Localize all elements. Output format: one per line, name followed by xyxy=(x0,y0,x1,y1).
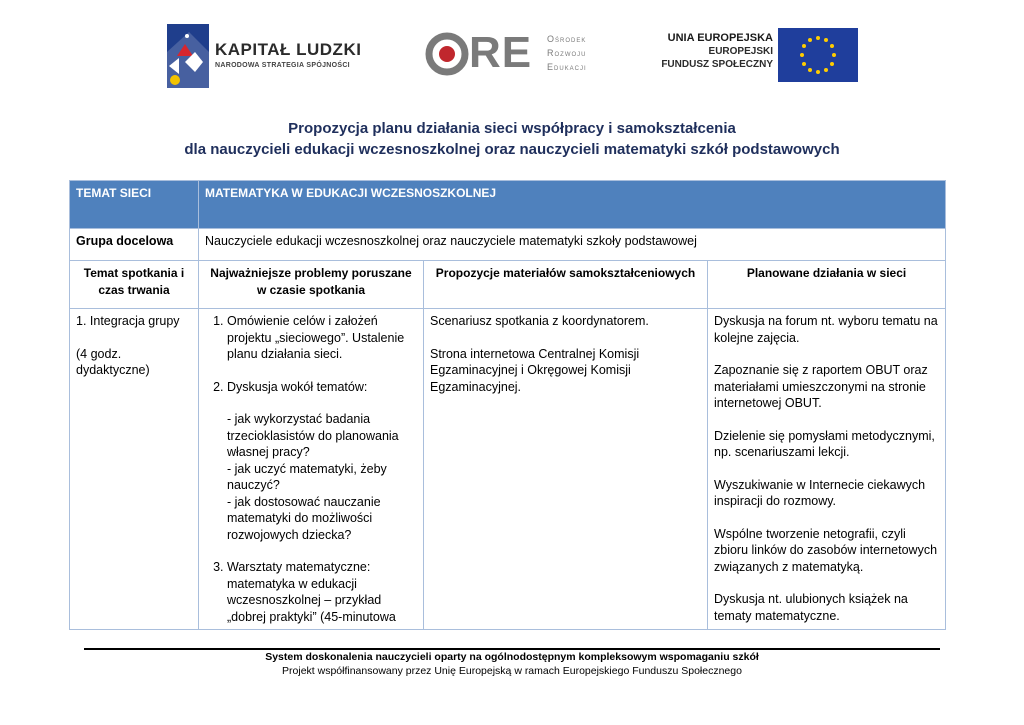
action-item: Dyskusja nt. ulubionych książek na tematy matematyczne. xyxy=(714,592,908,623)
document-title-line-1: Propozycja planu działania sieci współpracy i samokształcenia xyxy=(288,120,736,137)
plan-table xyxy=(69,180,946,630)
kapital-ludzki-title: KAPITAŁ LUDZKI xyxy=(215,40,362,59)
topic-cell xyxy=(70,309,199,630)
column-header-actions: Planowane działania w sieci xyxy=(708,261,946,309)
problems-cell xyxy=(199,309,424,630)
column-header-materials: Propozycje materiałów samokształceniowych xyxy=(424,261,708,309)
eu-text xyxy=(655,32,773,71)
eu-flag-icon xyxy=(778,28,858,82)
problem-subitem-2: - jak uczyć matematyki, żeby nauczyć? xyxy=(227,461,387,492)
ore-name-line-1: Ośrodek xyxy=(547,34,587,44)
problem-subitem-3: - jak dostosować nauczanie matematyki do możliwości rozwojowych dziecka? xyxy=(227,494,381,542)
column-headers-row xyxy=(70,261,946,309)
action-item: Dyskusja na forum nt. wyboru tematu na kolejne zajęcia. xyxy=(714,314,938,345)
meeting-topic: 1. Integracja grupy xyxy=(76,314,180,328)
action-item: Zapoznanie się z raportem OBUT oraz materiałami umieszczonymi na stronie internetowej OBUT. xyxy=(714,363,928,410)
material-item: Scenariusz spotkania z koordynatorem. xyxy=(430,314,649,328)
action-item: Wspólne tworzenie netografii, czyli zbioru linków do zasobów internetowych związanych z matematyką. xyxy=(714,526,938,574)
ore-mark: RE xyxy=(469,28,533,77)
target-group-value: Nauczyciele edukacji wczesnoszkolnej oraz nauczyciele matematyki szkoły podstawowej xyxy=(199,229,946,261)
table-row xyxy=(70,309,946,630)
problem-item-1: 1. Omówienie celów i założeń projektu „sieciowego”. Ustalenie planu działania sieci. xyxy=(227,313,417,363)
ore-name xyxy=(547,32,587,74)
eu-line-2: EUROPEJSKI xyxy=(708,46,773,57)
kapital-ludzki-subtitle: NARODOWA STRATEGIA SPÓJNOŚCI xyxy=(215,62,350,69)
problem-subitem-1: - jak wykorzystać badania trzecioklasistów do planowania własnej pracy? xyxy=(227,412,399,459)
ore-logo xyxy=(425,26,605,86)
action-item: Wyszukiwanie w Internecie ciekawych inspiracji do rozmowy. xyxy=(714,477,926,508)
table-header-row xyxy=(70,181,946,229)
ore-circle-icon xyxy=(425,26,471,82)
problem-item-3: 3. Warsztaty matematyczne: matematyka w edukacji wczesnoszkolnej – przykład „dobrej praktyki” (45-minutowa xyxy=(227,559,417,625)
action-item: Dzielenie się pomysłami metodycznymi, np. scenariuszami lekcji. xyxy=(714,428,935,459)
eu-line-1: UNIA EUROPEJSKA xyxy=(667,32,773,44)
column-header-problems: Najważniejsze problemy poruszane w czasie spotkania xyxy=(199,261,424,309)
ore-name-line-3: Edukacji xyxy=(547,62,587,72)
footer-divider xyxy=(84,648,940,650)
target-group-label: Grupa docelowa xyxy=(70,229,199,261)
document-title-line-2: dla nauczycieli edukacji wczesnoszkolnej oraz nauczycieli matematyki szkół podstawowych xyxy=(184,141,840,158)
footer-line-2: Projekt współfinansowany przez Unię Europejską w ramach Europejskiego Funduszu Społecznego xyxy=(282,665,742,677)
network-topic-label: TEMAT SIECI xyxy=(70,181,199,229)
problems-list-continued xyxy=(205,559,417,625)
problems-list xyxy=(205,313,417,395)
material-item: Strona internetowa Centralnej Komisji Egzaminacyjnej i Okręgowej Komisji Egzaminacyjnej. xyxy=(430,346,640,394)
eu-line-3: FUNDUSZ SPOŁECZNY xyxy=(661,59,773,70)
kapital-ludzki-emblem-icon xyxy=(163,22,213,90)
target-group-row xyxy=(70,229,946,261)
footer-line-1: System doskonalenia nauczycieli oparty na ogólnodostępnym kompleksowym wspomaganiu szkół xyxy=(265,651,759,663)
meeting-duration: (4 godz. dydaktyczne) xyxy=(76,346,150,377)
ore-name-line-2: Rozwoju xyxy=(547,48,587,58)
materials-cell xyxy=(424,309,708,630)
eu-logo xyxy=(655,26,860,88)
column-header-topic: Temat spotkania i czas trwania xyxy=(70,261,199,309)
network-topic-value: MATEMATYKA W EDUKACJI WCZESNOSZKOLNEJ xyxy=(199,181,946,229)
problem-item-2: 2. Dyskusja wokół tematów: xyxy=(227,379,417,396)
actions-cell xyxy=(708,309,946,630)
kapital-ludzki-logo xyxy=(163,22,368,90)
